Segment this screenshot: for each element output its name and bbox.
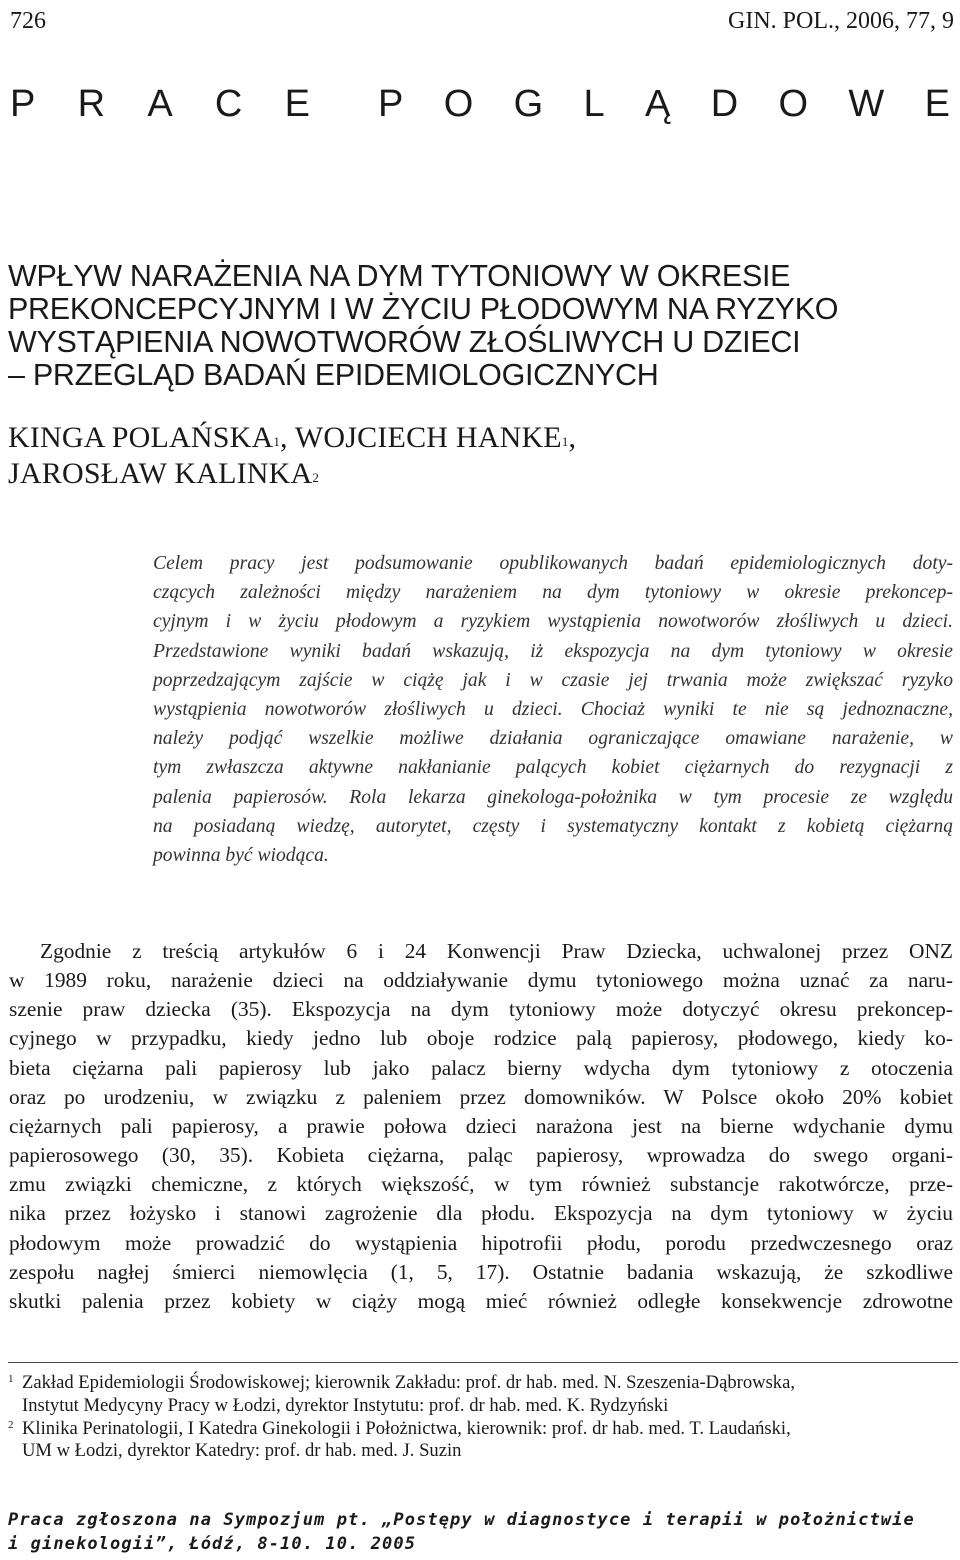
abstract-line: cyjnym i w życiu płodowym a ryzykiem wystąpienia nowotworów złośliwych u dzieci.: [153, 611, 953, 633]
author-name: KINGA POLAŃSKA: [8, 421, 274, 454]
symposium-note: [8, 1508, 953, 1556]
symposium-note-line: Praca zgłoszona na Sympozjum pt. „Postępy w diagnostyce i terapii w położnictwie: [8, 1510, 915, 1530]
body-line: oraz po urodzeniu, w związku z paleniem przez domowników. W Polsce około 20% kobiet: [9, 1084, 953, 1109]
abstract-line: czących zależności między narażeniem na dym tytoniowy w okresie prekoncep-: [153, 582, 953, 604]
heading-letter: E: [924, 82, 950, 125]
heading-letter: O: [443, 82, 474, 125]
author-name: JAROSŁAW KALINKA: [8, 457, 313, 490]
footnotes: [8, 1372, 953, 1463]
running-head: [10, 6, 954, 36]
heading-letter: Ą: [645, 82, 671, 125]
heading-letter: W: [848, 82, 885, 125]
footnote-mark: 1: [8, 1373, 14, 1385]
body-line: bieta ciężarna pali papierosy lub jako palacz bierny wdycha dym tytoniowy z otoczenia: [9, 1055, 953, 1080]
body-line: szenie praw dziecka (35). Ekspozycja na dym tytoniowy może dotyczyć okresu prekoncep-: [9, 997, 953, 1022]
body-line: ciężarnych pali papierosy, a prawie połowa dzieci narażona jest na bierne wdychanie dymu: [9, 1113, 953, 1138]
author-name: WOJCIECH HANKE: [294, 421, 562, 454]
footnote-divider: [8, 1362, 958, 1363]
footnote: [8, 1372, 953, 1418]
abstract-line: wystąpienia nowotworów złośliwych u dzieci. Chociaż wyniki te nie są jednoznaczne,: [153, 699, 953, 721]
body-line: cyjnego w przypadku, kiedy jedno lub oboje rodzice palą papierosy, płodowego, kiedy ko-: [9, 1026, 953, 1051]
abstract-line: należy podjąć wszelkie możliwe działania ograniczające omawiane narażenie, w: [153, 728, 953, 750]
heading-letter: P: [378, 82, 404, 125]
heading-letter: G: [513, 82, 544, 125]
heading-letter: R: [77, 82, 106, 125]
body-line: zmu związki chemiczne, z których większość, w tym również substancje rakotwórcze, prze-: [9, 1172, 953, 1197]
heading-letter: A: [147, 82, 173, 125]
author-line: [8, 456, 948, 492]
body-line: w 1989 roku, narażenie dzieci na oddziaływanie dymu tytoniowego można uznać za naru-: [9, 968, 953, 993]
abstract-line: Celem pracy jest podsumowanie opublikowanych badań epidemiologicznych doty-: [153, 553, 953, 574]
author-list: [8, 420, 948, 492]
affiliation-mark: 1: [561, 434, 569, 449]
author-line: [8, 420, 948, 456]
abstract-line: powinna być wiodąca.: [153, 845, 329, 867]
author-separator: ,: [568, 421, 577, 454]
body-line: płodowym może prowadzić do wystąpienia hipotrofii płodu, porodu przedwczesnego oraz: [9, 1230, 953, 1255]
section-heading: [10, 82, 950, 126]
abstract-line: na posiadaną wiedzę, autorytet, częsty i systematyczny kontakt z kobietą ciężarną: [153, 815, 953, 837]
title-line: WPŁYW NARAŻENIA NA DYM TYTONIOWY W OKRESIE: [8, 259, 791, 293]
abstract-line: palenia papierosów. Rola lekarza ginekologa-położnika w tym procesie ze względu: [153, 786, 953, 808]
heading-letter: E: [284, 82, 310, 125]
footnote: [8, 1418, 953, 1464]
author-separator: ,: [280, 421, 295, 454]
body-line: nika przez łożysko i stanowi zagrożenie dla płodu. Ekspozycja na dym tytoniowy w życiu: [9, 1201, 953, 1226]
abstract-line: Przedstawione wyniki badań wskazują, iż ekspozycja na dym tytoniowy w okresie: [153, 640, 953, 662]
page-number: 726: [10, 8, 46, 34]
article-title: [8, 260, 953, 392]
abstract-line: poprzedzającym zajście w ciążę jak i w czasie jej trwania może zwiększać ryzyko: [153, 669, 953, 691]
heading-letter: O: [778, 82, 809, 125]
heading-letter: D: [710, 82, 739, 125]
abstract: [153, 549, 953, 870]
section-heading-word-2: [378, 83, 950, 126]
body-line: skutki palenia przez kobiety w ciąży mogą mieć również odległe konsekwencje zdrowotne: [9, 1288, 953, 1313]
heading-letter: C: [214, 82, 243, 125]
heading-letter: L: [583, 82, 605, 125]
abstract-line: tym zwłaszcza aktywne nakłanianie palących kobiet ciężarnych do rezygnacji z: [153, 757, 953, 779]
affiliation-mark: 1: [273, 434, 281, 449]
footnote-line: Klinika Perinatologii, I Katedra Ginekologii i Położnictwa, kierownik: prof. dr hab. med. T. Laudański,: [22, 1417, 791, 1439]
heading-letter: P: [10, 82, 36, 125]
body-line: zespołu nagłej śmierci niemowlęcia (1, 5, 17). Ostatnie badania wskazują, że szkodliwe: [9, 1259, 953, 1284]
footnote-line: Zakład Epidemiologii Środowiskowej; kierownik Zakładu: prof. dr hab. med. N. Szeszenia-Dąbrowska,: [22, 1372, 796, 1393]
body-line: papierosowego (30, 35). Kobieta ciężarna, paląc papierosy, wprowadza do swego organi-: [9, 1143, 953, 1168]
section-heading-word-1: [10, 83, 310, 126]
affiliation-mark: 2: [312, 470, 320, 485]
body-line: Zgodnie z treścią artykułów 6 i 24 Konwencji Praw Dziecka, uchwalonej przez ONZ: [40, 939, 953, 963]
footnote-line: UM w Łodzi, dyrektor Katedry: prof. dr hab. med. J. Suzin: [22, 1440, 462, 1462]
body-paragraph: [9, 937, 953, 1316]
journal-reference: GIN. POL., 2006, 77, 9: [728, 8, 954, 34]
title-line: – PRZEGLĄD BADAŃ EPIDEMIOLOGICZNYCH: [8, 358, 659, 392]
title-line: WYSTĄPIENIA NOWOTWORÓW ZŁOŚLIWYCH U DZIECI: [8, 325, 801, 359]
footnote-line: Instytut Medycyny Pracy w Łodzi, dyrektor Instytutu: prof. dr hab. med. K. Rydzyński: [22, 1394, 669, 1416]
footnote-mark: 2: [8, 1418, 14, 1431]
symposium-note-line: i ginekologii”, Łódź, 8-10. 10. 2005: [8, 1534, 417, 1554]
title-line: PREKONCEPCYJNYM I W ŻYCIU PŁODOWYM NA RYZYKO: [8, 292, 839, 326]
